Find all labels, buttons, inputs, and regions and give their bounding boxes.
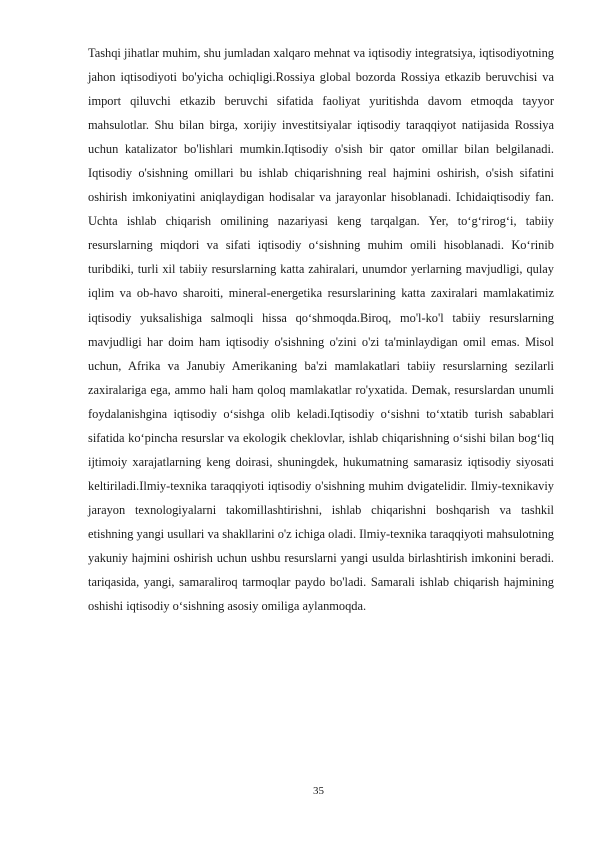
page-number: 35: [313, 785, 324, 797]
body-paragraph: Tashqi jihatlar muhim, shu jumladan xalqaro mehnat va iqtisodiy integratsiya, iqtisodiyotning jahon iqtisodiyoti bo'yicha ochiqligi.Rossiya global bozorda Rossiya etkazib beruvchisi va import qiluvchi etkazib beruvchi sifatida faoliyat yuritishda davom etmoqda tayyor mahsulotlar. Shu bilan birga, xorijiy investitsiyalar iqtisodiy taraqqiyot natijasida Rossiya uchun katalizator bo'lishlari mumkin.Iqtisodiy o'sish bir qator omillar bilan belgilanadi. Iqtisodiy o'sishning omillari bu ishlab chiqarishning real hajmini oshirish, o'sish sifatini oshirish imkoniyatini aniqlaydigan hodisalar va jarayonlar hisoblanadi. Ichidaiqtisodiy fan. Uchta ishlab chiqarish omilining nazariyasi keng tarqalgan. Yer, to‘g‘rirog‘i, tabiiy resurslarning miqdori va sifati iqtisodiy o‘sishning muhim omili hisoblanadi. Ko‘rinib turibdiki, turli xil tabiiy resurslarning katta zahiralari, unumdor yerlarning mavjudligi, qulay iqlim va ob-havo sharoiti, mineral-energetika resurslarining katta zaxiralari mamlakatimiz iqtisodiy yuksalishiga salmoqli hissa qo‘shmoqda.Biroq, mo'l-ko'l tabiiy resurslarning mavjudligi har doim ham iqtisodiy o'sishning o'zini o'zi ta'minlaydigan omil emas. Misol uchun, Afrika va Janubiy Amerikaning ba'zi mamlakatlari tabiiy resurslarning sezilarli zaxiralariga ega, ammo hali ham qoloq mamlakatlar ro'yxatida. Demak, resurslardan unumli foydalanishgina iqtisodiy o‘sishga olib keladi.Iqtisodiy o‘sishni to‘xtatib turish sabablari sifatida ko‘pincha resurslar va ekologik cheklovlar, ishlab chiqarishning o‘sishi bilan bog‘liq ijtimoiy xarajatlarning keng doirasi, shuningdek, hukumatning samarasiz iqtisodiy siyosati keltiriladi.Ilmiy-texnika taraqqiyoti iqtisodiy o'sishning muhim dvigatelidir. Ilmiy-texnikaviy jarayon texnologiyalarni takomillashtirishni, ishlab chiqarishni boshqarish va tashkil etishning yangi usullari va shakllarini o'z ichiga oladi. Ilmiy-texnika taraqqiyoti mahsulotning yakuniy hajmini oshirish uchun ushbu resurslarni yangi usulda birlashtirish imkonini beradi. tariqasida, yangi, samaraliroq tarmoqlar paydo bo'ladi. Samarali ishlab chiqarish hajmining oshishi iqtisodiy o‘sishning asosiy omiliga aylanmoqda.: [88, 46, 554, 614]
